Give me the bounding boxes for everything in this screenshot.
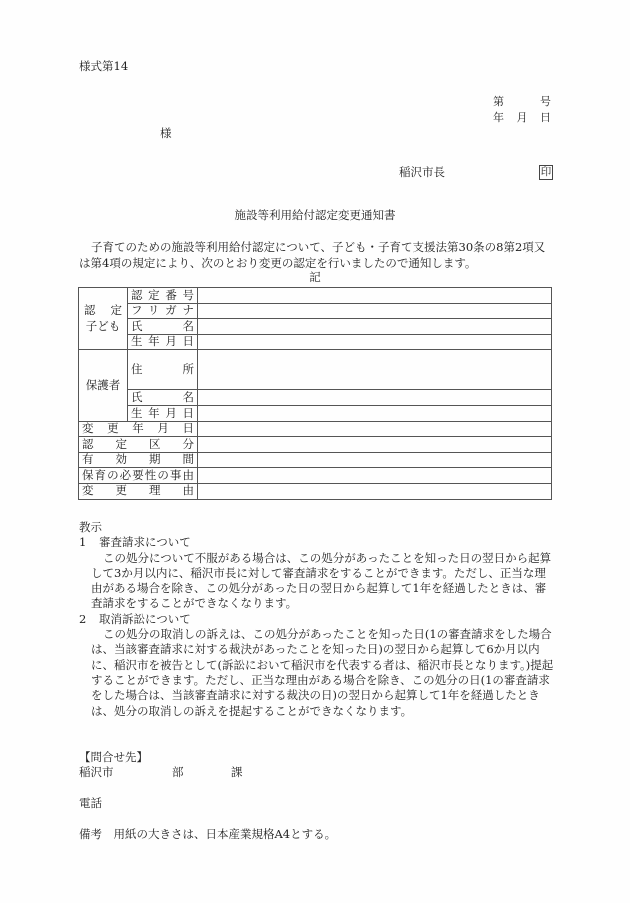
field-label <box>128 390 198 406</box>
certified-child-group <box>79 288 128 350</box>
guardian-group: 保護者 <box>79 350 128 421</box>
field-label-text: 認定区分 <box>82 436 194 451</box>
field-value[interactable] <box>198 437 552 453</box>
field-label <box>79 468 198 484</box>
notice-item-title: 審査請求について <box>99 535 191 550</box>
notice-item-body: この処分の取消しの訴えは、この処分があったことを知った日(1の審査請求をした場合は、当該審査請求に対する裁決があったことを知った日)の翌日から起算して6か月以内に、稲沢市を被告として(訴訟において稲沢市を代表する者は、稲沢市長となります。)提起することができます。ただし、正当な理由がある場合を除き、この処分の日(1の審査請求をした場合は、当該審査請求に対する裁決の日)の翌日から起算して1年を経過したときは、処分の取消しの訴えを提起することができなくなります。 <box>91 627 554 718</box>
contact-phone-label: 電話 <box>79 796 102 810</box>
intro-line-1: 子育てのための施設等利用給付認定について、子ども・子育て支援法第30条の8第2項又 <box>91 240 546 254</box>
group-label: 子ども <box>85 318 121 333</box>
field-value[interactable] <box>198 288 552 304</box>
date-day: 日 <box>540 111 551 124</box>
field-value[interactable] <box>198 319 552 335</box>
contact-section: 課 <box>231 765 243 779</box>
intro-paragraph <box>79 240 554 271</box>
seal-stamp: 印 <box>540 166 552 178</box>
contact-city: 稲沢市 <box>79 765 114 779</box>
table-row <box>79 350 552 390</box>
notice-item-body: この処分について不服がある場合は、この処分があったことを知った日の翌日から起算して3か月以内に、稲沢市長に対して審査請求をすることができます。ただし、正当な理由がある場合を除き、この処分があった日の翌日から起算して1年を経過したときは、審査請求をすることができなくなります。 <box>91 550 552 611</box>
field-label-text: 住所 <box>131 362 194 377</box>
field-value[interactable] <box>198 350 552 390</box>
field-value[interactable] <box>198 421 552 437</box>
field-label <box>79 483 198 499</box>
table-row <box>79 334 552 350</box>
notice-item-1 <box>79 535 555 611</box>
notice-item-number: 1 <box>79 535 87 550</box>
table-row <box>79 390 552 406</box>
intro-line-2: は第4項の規定により、次のとおり変更の認定を行いましたので通知します。 <box>79 255 477 270</box>
field-label-text: 氏名 <box>131 318 194 333</box>
notice-item-title: 取消訴訟について <box>99 611 191 626</box>
field-label <box>128 334 198 350</box>
field-label-text: 認定番号 <box>131 287 194 302</box>
field-label <box>128 303 198 319</box>
group-char: 定 <box>110 303 122 318</box>
table-row <box>79 288 552 304</box>
field-label <box>79 421 198 437</box>
field-label <box>79 452 198 468</box>
date-month: 月 <box>516 111 528 124</box>
table-row <box>79 468 552 484</box>
table-row <box>79 483 552 499</box>
issue-date <box>493 112 551 123</box>
notice-heading: 教示 <box>79 520 102 534</box>
field-value[interactable] <box>198 303 552 319</box>
field-value[interactable] <box>198 390 552 406</box>
table-row <box>79 421 552 437</box>
recipient-suffix: 様 <box>160 126 172 140</box>
issuer-name: 稲沢市長 <box>399 165 445 179</box>
field-label-text: 有効期間 <box>82 452 194 467</box>
field-value[interactable] <box>198 334 552 350</box>
table-row <box>79 452 552 468</box>
field-value[interactable] <box>198 452 552 468</box>
field-label <box>79 437 198 453</box>
field-label-text: 保育の必要性の事由 <box>82 467 194 482</box>
document-number <box>493 96 551 107</box>
field-value[interactable] <box>198 468 552 484</box>
field-label-text: フリガナ <box>131 303 194 318</box>
number-suffix: 号 <box>540 95 551 108</box>
field-value[interactable] <box>198 405 552 421</box>
field-label-text: 変更理由 <box>82 483 194 498</box>
field-label <box>128 319 198 335</box>
document-title: 施設等利用給付認定変更通知書 <box>234 208 396 222</box>
certification-table <box>78 287 552 500</box>
form-number: 様式第14 <box>79 59 129 73</box>
contact-department: 部 <box>172 765 184 779</box>
table-row <box>79 319 552 335</box>
field-label <box>128 350 198 390</box>
remark: 備考 用紙の大きさは、日本産業規格A4とする。 <box>79 827 337 841</box>
notice-section <box>79 520 555 719</box>
table-row <box>79 437 552 453</box>
field-label-text: 生年月日 <box>131 405 194 420</box>
field-value[interactable] <box>198 483 552 499</box>
field-label-text: 変更年月日 <box>82 421 194 436</box>
field-label-text: 生年月日 <box>131 334 194 349</box>
notice-item-2 <box>79 612 555 719</box>
field-label-text: 氏名 <box>131 389 194 404</box>
number-prefix: 第 <box>493 95 504 108</box>
notice-item-number: 2 <box>79 611 87 626</box>
date-year: 年 <box>493 111 504 124</box>
ki-heading: 記 <box>309 270 321 284</box>
table-row <box>79 405 552 421</box>
field-label <box>128 405 198 421</box>
group-char: 認 <box>84 303 96 318</box>
field-label <box>128 288 198 304</box>
table-row <box>79 303 552 319</box>
contact-heading: 【問合せ先】 <box>79 750 148 764</box>
